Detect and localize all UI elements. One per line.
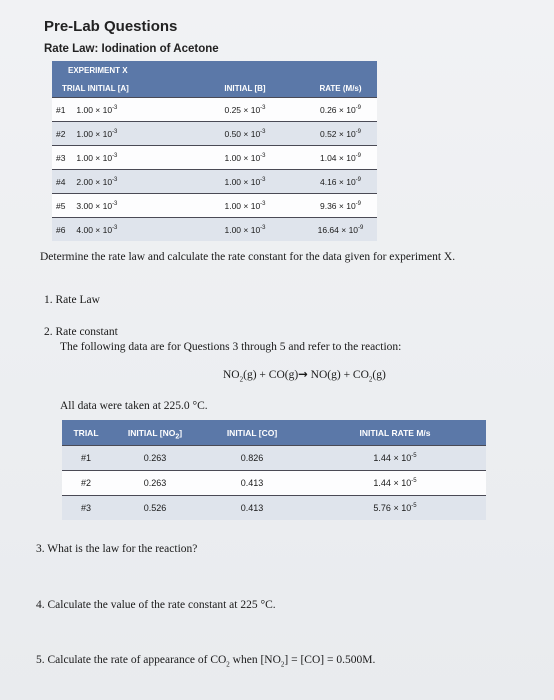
header-initial-no2 (110, 420, 200, 446)
table-row (52, 98, 377, 122)
cell-b (186, 194, 304, 218)
exponent: -3 (260, 200, 266, 207)
value-rate: 0.52 × 10 (319, 128, 356, 139)
value-a: 4.00 × 10 (76, 224, 113, 235)
cell-b (186, 170, 304, 194)
instruction-text: Determine the rate law and calculate the rate constant for the data given for experiment X. (40, 251, 456, 263)
cell-co: 0.413 (200, 496, 304, 521)
value-b: 1.00 × 10 (224, 224, 261, 235)
trial-number: #3 (56, 152, 66, 163)
reaction-equation (223, 367, 386, 384)
exponent: -9 (355, 152, 362, 159)
value-b: 1.00 × 10 (224, 176, 261, 187)
value-a: 1.00 × 10 (76, 128, 113, 139)
cell-rate (304, 218, 377, 242)
header-experiment-x: EXPERIMENT X (52, 61, 377, 79)
value-rate: 1.44 × 10 (373, 478, 412, 488)
question-4: 4. Calculate the value of the rate constant at 225 °C. (36, 599, 276, 611)
exponent: -5 (411, 478, 417, 484)
cell-co: 0.826 (200, 446, 304, 471)
page-title: Pre-Lab Questions (44, 18, 178, 35)
subscript: 2 (280, 660, 285, 669)
table-row (62, 471, 486, 496)
cell-trial: #1 (62, 446, 110, 471)
trial-number: #6 (56, 224, 66, 235)
trial-number: #5 (56, 200, 66, 211)
value-rate: 1.44 × 10 (373, 453, 412, 463)
exponent: -5 (411, 503, 417, 509)
cell-co: 0.413 (200, 471, 304, 496)
table-header-row (52, 79, 377, 98)
cell-rate (304, 471, 486, 496)
exponent: -3 (112, 224, 118, 231)
header-trial: TRIAL (62, 420, 110, 446)
cell-no2: 0.263 (110, 471, 200, 496)
exponent: -3 (112, 104, 118, 111)
cell-rate (304, 170, 377, 194)
cell-no2: 0.263 (110, 446, 200, 471)
arrow-icon: → (298, 367, 308, 381)
table-row (52, 218, 377, 242)
exponent: -9 (355, 104, 362, 111)
subscript: 2 (368, 375, 373, 384)
cell-no2: 0.526 (110, 496, 200, 521)
subscript: 2 (175, 433, 180, 441)
reactant-co: (g) + CO(g) (243, 369, 299, 381)
value-rate: 16.64 × 10 (317, 224, 359, 235)
value-a: 1.00 × 10 (76, 152, 113, 163)
value-b: 0.50 × 10 (224, 128, 261, 139)
table-row (52, 194, 377, 218)
trial-number: #2 (56, 128, 66, 139)
experiment-x-table (52, 61, 377, 241)
table-row (62, 446, 486, 471)
cell-rate (304, 122, 377, 146)
cell-trial-a (52, 146, 186, 170)
cell-trial: #2 (62, 471, 110, 496)
value-b: 1.00 × 10 (224, 152, 261, 163)
cell-b (186, 218, 304, 242)
q5-part: when [NO (229, 654, 281, 666)
value-rate: 5.76 × 10 (373, 503, 412, 513)
product-state: (g) (372, 369, 386, 381)
no2-co-table (62, 420, 486, 520)
products: NO(g) + CO (307, 369, 369, 381)
value-rate: 0.26 × 10 (319, 104, 356, 115)
cell-rate (304, 98, 377, 122)
exponent: -3 (260, 176, 266, 183)
cell-rate (304, 446, 486, 471)
header-text: ] (179, 427, 183, 438)
exponent: -3 (112, 152, 118, 159)
cell-trial-a (52, 122, 186, 146)
trial-number: #4 (56, 176, 66, 187)
exponent: -9 (358, 224, 364, 231)
value-b: 0.25 × 10 (224, 104, 261, 115)
cell-trial-a (52, 194, 186, 218)
trial-number: #1 (56, 104, 66, 115)
cell-trial-a (52, 218, 186, 242)
temperature-note: All data were taken at 225.0 °C. (60, 400, 208, 412)
value-rate: 9.36 × 10 (319, 200, 356, 211)
exponent: -3 (112, 200, 118, 207)
value-rate: 4.16 × 10 (319, 176, 356, 187)
table-row (52, 146, 377, 170)
exponent: -3 (260, 104, 266, 111)
header-initial-rate: INITIAL RATE M/s (304, 420, 486, 446)
header-initial-b: INITIAL [B] (186, 79, 304, 98)
exponent: -5 (411, 453, 417, 459)
reactant-no2: NO (223, 369, 240, 381)
value-a: 1.00 × 10 (76, 104, 113, 115)
cell-rate (304, 194, 377, 218)
value-b: 1.00 × 10 (224, 200, 261, 211)
cell-b (186, 98, 304, 122)
q5-part: ] = [CO] = 0.500M. (284, 654, 376, 666)
question-2-text: The following data are for Questions 3 through 5 and refer to the reaction: (60, 341, 402, 353)
value-a: 3.00 × 10 (76, 200, 113, 211)
cell-trial-a (52, 98, 186, 122)
exponent: -9 (355, 128, 362, 135)
subscript: 2 (239, 375, 244, 384)
header-trial-initial-a: TRIAL INITIAL [A] (52, 79, 186, 98)
table-header-row (62, 420, 486, 446)
exponent: -3 (260, 128, 266, 135)
cell-trial: #3 (62, 496, 110, 521)
exponent: -3 (260, 152, 266, 159)
cell-b (186, 122, 304, 146)
question-2: 2. Rate constant (44, 326, 118, 338)
subscript: 2 (226, 660, 230, 669)
header-text: INITIAL [NO (127, 427, 176, 438)
question-5 (36, 654, 376, 669)
question-1: 1. Rate Law (44, 294, 100, 306)
value-a: 2.00 × 10 (76, 176, 113, 187)
exponent: -3 (260, 224, 266, 231)
header-initial-co: INITIAL [CO] (200, 420, 304, 446)
cell-rate (304, 146, 377, 170)
table-row (62, 496, 486, 521)
exponent: -3 (112, 176, 118, 183)
header-rate: RATE (M/s) (304, 79, 377, 98)
value-rate: 1.04 × 10 (319, 152, 356, 163)
exponent: -9 (355, 176, 362, 183)
cell-rate (304, 496, 486, 521)
table-header-row (52, 61, 377, 79)
cell-trial-a (52, 170, 186, 194)
table-row (52, 122, 377, 146)
exponent: -3 (112, 128, 118, 135)
q5-part: 5. Calculate the rate of appearance of CO (36, 654, 227, 666)
exponent: -9 (355, 200, 362, 207)
cell-b (186, 146, 304, 170)
page-subtitle: Rate Law: Iodination of Acetone (44, 43, 219, 55)
table-row (52, 170, 377, 194)
question-3: 3. What is the law for the reaction? (36, 543, 198, 555)
